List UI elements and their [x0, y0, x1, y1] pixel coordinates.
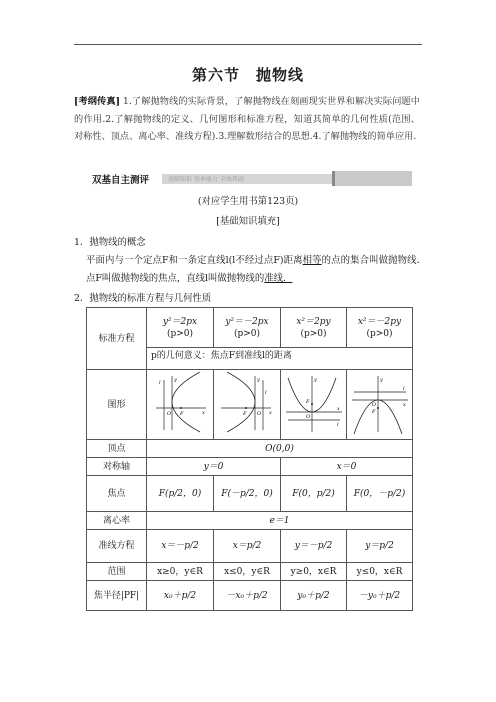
fig-o-label: O: [305, 413, 310, 420]
row-label-directrix: 准线方程: [87, 530, 147, 563]
header-rule: [74, 44, 422, 45]
figure-cell: [147, 370, 214, 440]
eq-0: y²＝2px: [162, 316, 198, 327]
fig-x-label: x: [402, 401, 406, 408]
fig-l-label: l: [336, 421, 339, 428]
table-row: [87, 581, 413, 611]
eq-2: x²＝2py: [296, 316, 331, 327]
table-row: [87, 530, 413, 563]
eq-cell: [147, 308, 214, 348]
band-block: [332, 171, 412, 186]
table-row: [87, 370, 413, 440]
figure-cell: [281, 370, 347, 440]
range-cell: y≤0，x∈R: [347, 563, 413, 581]
band-title: 双基自主测评: [92, 175, 150, 186]
fig-o-label: O: [371, 401, 376, 408]
figure-cell: [214, 370, 281, 440]
concept-text-b: 的点的集合叫做抛物线．点F叫做抛物线的焦点，直线l叫做抛物线的: [86, 255, 426, 284]
range-cell: y≥0，x∈R: [281, 563, 347, 581]
figure-cell: [347, 370, 413, 440]
section-label: [基础知识填充]: [216, 216, 280, 227]
outline-text: 1.了解抛物线的实际背景，了解抛物线在刻画现实世界和解决实际问题中的作用.2.了解抛物线的定义、几何图形和标准方程，知道其简单的几何性质(范围、对称性、顶点、离心率、准线方程).3.理解数形结合的思想.4.了解抛物线的简单应用.: [74, 96, 420, 142]
row-label-figure: 图形: [87, 370, 147, 440]
row-label-std-eq: 标准方程: [87, 308, 147, 370]
fig-l-label: l: [265, 389, 267, 396]
fig-o-label: O: [257, 410, 262, 417]
band-subtitle: 基础知识 基本能力 全面巩固: [168, 176, 244, 183]
fig-y-label: y: [313, 376, 317, 383]
axis-right: x＝0: [281, 458, 413, 476]
eq-3-cond: (p>0): [366, 328, 393, 339]
vertex-value: O(0,0): [147, 440, 413, 458]
fig-y-label: y: [379, 376, 383, 383]
outline-label: [考纲传真]: [74, 96, 120, 107]
parabola-up-figure: [284, 372, 344, 434]
table-row: [87, 563, 413, 581]
eccentricity-value: e＝1: [147, 512, 413, 530]
focal-cell: x₀＋p/2: [147, 581, 214, 611]
fig-x-label: x: [269, 409, 272, 416]
row-label-ecc: 离心率: [87, 512, 147, 530]
fig-l-label: l: [159, 379, 161, 386]
eq-0-cond: (p>0): [166, 328, 194, 339]
fig-y-label: y: [257, 376, 260, 383]
fig-f-label: F: [180, 410, 184, 417]
focus-cell: F(0，p/2): [281, 476, 347, 512]
table-row: [87, 476, 413, 512]
directrix-cell: x＝－p/2: [147, 530, 214, 563]
eq-cell: [281, 308, 347, 348]
focus-cell: F(p/2，0): [147, 476, 214, 512]
fig-x-label: x: [202, 409, 205, 416]
fig-o-label: O: [167, 410, 172, 417]
syllabus-outline: [74, 93, 420, 146]
directrix-cell: x＝p/2: [214, 530, 281, 563]
table-row: [87, 308, 413, 348]
eq-3: x²＝－2py: [357, 316, 402, 327]
axis-left: y＝0: [147, 458, 281, 476]
range-cell: x≤0，y∈R: [214, 563, 281, 581]
row-label-range: 范围: [87, 563, 147, 581]
fig-f-label: F: [371, 408, 375, 415]
eq-1: y²＝－2px: [225, 316, 269, 327]
row-label-focus: 焦点: [87, 476, 147, 512]
fig-y-label: y: [174, 376, 177, 383]
properties-heading: 2．抛物线的标准方程与几何性质: [74, 293, 212, 304]
table-row: [87, 458, 413, 476]
concept-underline-equal: 相等: [302, 255, 322, 266]
focal-cell: －y₀＋p/2: [347, 581, 413, 611]
concept-heading: 1．抛物线的概念: [74, 237, 146, 248]
properties-table: [86, 307, 413, 611]
row-label-focal: 焦半径|PF|: [87, 581, 147, 611]
p-meaning: p的几何意义：焦点F到准线l的距离: [147, 348, 413, 370]
range-cell: x≥0，y∈R: [147, 563, 214, 581]
eq-cell: [214, 308, 281, 348]
concept-text-a: 平面内与一个定点F和一条定直线l(l不经过点F)距离: [86, 255, 303, 266]
table-row: [87, 512, 413, 530]
parabola-down-figure: [350, 372, 410, 434]
section-band: [82, 171, 412, 186]
directrix-cell: y＝p/2: [347, 530, 413, 563]
parabola-left-figure: [217, 372, 277, 434]
concept-paragraph: [86, 252, 426, 288]
page-title: 第六节 抛物线: [191, 66, 304, 84]
band-divider: [332, 171, 335, 186]
eq-1-cond: (p>0): [233, 328, 261, 339]
table-row: [87, 440, 413, 458]
focal-cell: －x₀＋p/2: [214, 581, 281, 611]
focus-cell: F(0，－p/2): [347, 476, 413, 512]
eq-2-cond: (p>0): [300, 328, 327, 339]
concept-underline-directrix: 准线．: [264, 273, 293, 284]
focus-cell: F(－p/2，0): [214, 476, 281, 512]
row-label-axis: 对称轴: [87, 458, 147, 476]
fig-f-label: F: [243, 410, 247, 417]
focal-cell: y₀＋p/2: [281, 581, 347, 611]
fig-l-label: l: [402, 385, 405, 392]
parabola-right-figure: [150, 372, 210, 434]
eq-cell: [347, 308, 413, 348]
row-label-vertex: 顶点: [87, 440, 147, 458]
directrix-cell: y＝－p/2: [281, 530, 347, 563]
fig-x-label: x: [336, 405, 340, 412]
page-reference: (对应学生用书第123页): [197, 196, 299, 207]
fig-f-label: F: [305, 398, 309, 405]
